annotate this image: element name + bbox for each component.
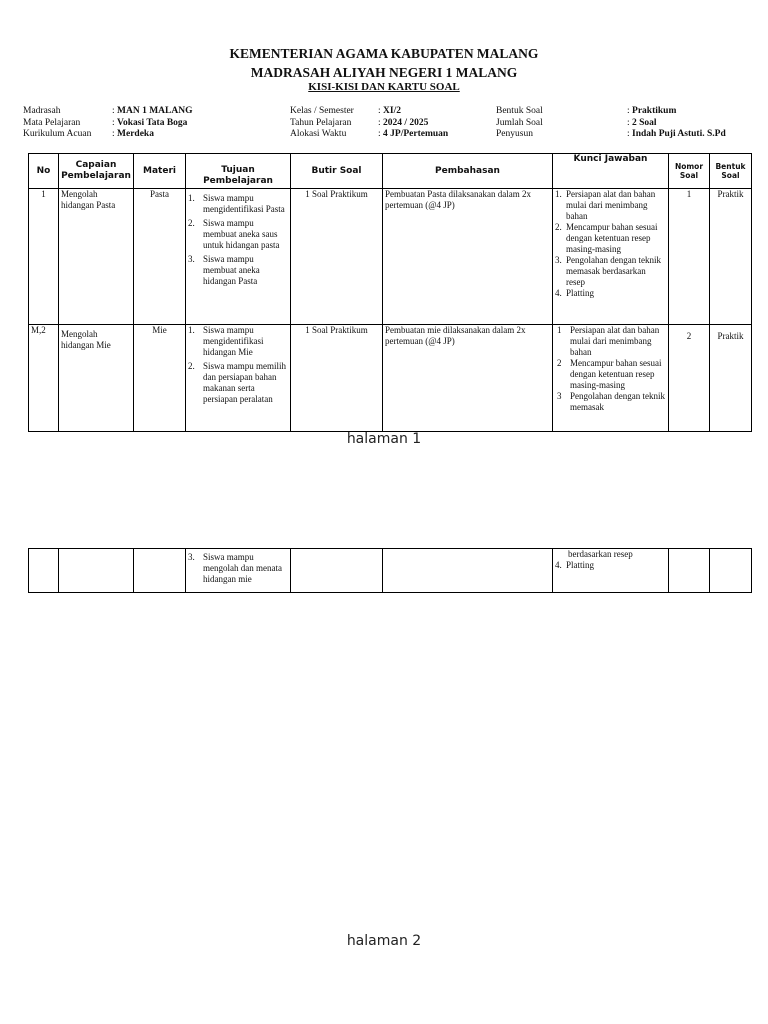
cell-pembahasan: Pembuatan Pasta dilaksanakan dalam 2x pertemuan (@4 JP) — [383, 189, 553, 325]
list-item — [188, 193, 288, 215]
meta-label: Bentuk Soal — [496, 106, 543, 116]
list-item — [188, 254, 288, 287]
item-text: Mencampur bahan sesuai dengan ketentuan resep masing-masing — [570, 358, 662, 390]
meta-col2-values — [378, 106, 448, 141]
header-capaian: Capaian Pembelajaran — [59, 154, 134, 189]
meta-separator: : — [112, 117, 115, 128]
cell-materi: Mie — [134, 325, 186, 432]
doc-title-kisi-kisi: KISI-KISI DAN KARTU SOAL — [308, 81, 460, 93]
cell-kunci — [553, 189, 669, 325]
table-row — [29, 189, 752, 325]
meta-value: Indah Puji Astuti. S.Pd — [632, 129, 726, 139]
item-number: 4. — [555, 288, 562, 298]
meta-separator: : — [378, 129, 381, 139]
meta-col2-labels — [290, 106, 354, 141]
item-text: Pengolahan dengan teknik memasak — [570, 391, 665, 412]
meta-label: Tahun Pelajaran — [290, 117, 352, 128]
header-butir: Butir Soal — [291, 154, 383, 189]
doc-title-ministry: KEMENTERIAN AGAMA KABUPATEN MALANG — [229, 46, 539, 61]
meta-label: Penyusun — [496, 129, 533, 139]
kisi-kisi-table — [28, 153, 752, 432]
list-item — [555, 222, 666, 255]
cell-no — [29, 549, 59, 593]
item-number: 1. — [188, 325, 195, 335]
meta-separator: : — [627, 117, 630, 128]
meta-label: Jumlah Soal — [496, 117, 543, 128]
meta-label: Kelas / Semester — [290, 106, 354, 116]
item-text: Siswa mampu membuat aneka hidangan Pasta — [203, 254, 260, 286]
item-text: Siswa mampu mengidentifikasi Pasta — [203, 193, 285, 214]
meta-value: 2 Soal — [632, 117, 657, 128]
meta-col1-values — [112, 106, 192, 141]
kunci-list — [555, 189, 666, 299]
item-number: 2. — [188, 361, 195, 371]
cell-no: 1 — [29, 189, 59, 325]
list-item — [188, 552, 288, 585]
cell-no: M,2 — [29, 325, 59, 432]
header-materi: Materi — [134, 154, 186, 189]
meta-separator: : — [627, 106, 630, 116]
cell-bentuk: Praktik — [710, 189, 752, 325]
item-number: 4. — [555, 560, 562, 570]
item-text: Persiapan alat dan bahan mulai dari menimbang bahan — [570, 325, 660, 357]
meta-label: Madrasah — [23, 106, 61, 116]
cell-capaian: Mengolah hidangan Mie — [59, 325, 134, 432]
meta-value: XI/2 — [383, 106, 401, 116]
list-item — [555, 288, 666, 299]
list-item — [557, 325, 666, 358]
meta-value: 4 JP/Pertemuan — [383, 129, 449, 139]
cell-butir: 1 Soal Praktikum — [291, 189, 383, 325]
cell-kunci — [553, 549, 669, 593]
cell-tujuan — [186, 325, 291, 432]
list-item — [557, 391, 666, 413]
item-number: 3. — [555, 255, 562, 265]
cell-tujuan — [186, 189, 291, 325]
table-row — [29, 549, 752, 593]
header-bentuk: Bentuk Soal — [710, 154, 752, 189]
cell-materi: Pasta — [134, 189, 186, 325]
item-text: berdasarkan resep — [568, 549, 633, 559]
meta-separator: : — [378, 117, 381, 128]
meta-label: Kurikulum Acuan — [23, 129, 92, 139]
list-item — [555, 189, 666, 222]
list-item — [555, 560, 666, 571]
header-no: No — [29, 154, 59, 189]
item-text: Siswa mampu memilih dan persiapan bahan makanan serta persiapan peralatan — [203, 361, 286, 404]
tujuan-list — [188, 552, 288, 585]
meta-label: Alokasi Waktu — [290, 129, 347, 139]
kunci-list — [555, 325, 666, 413]
tujuan-list — [188, 325, 288, 405]
meta-separator: : — [627, 129, 630, 139]
page-number-1: halaman 1 — [346, 431, 422, 447]
meta-separator: : — [378, 106, 381, 116]
cell-bentuk: Praktik — [710, 325, 752, 432]
item-number: 2. — [555, 222, 562, 232]
item-text: Persiapan alat dan bahan mulai dari menimbang bahan — [566, 189, 656, 221]
page-number-2: halaman 2 — [346, 933, 422, 949]
item-number: 2 — [557, 358, 562, 368]
meta-separator: : — [112, 129, 115, 139]
list-item — [188, 325, 288, 358]
cell-pembahasan: Pembuatan mie dilaksanakan dalam 2x pertemuan (@4 JP) — [383, 325, 553, 432]
item-text: Mencampur bahan sesuai dengan ketentuan resep masing-masing — [566, 222, 658, 254]
list-item — [188, 218, 288, 251]
cell-butir: 1 Soal Praktikum — [291, 325, 383, 432]
cell-bentuk — [710, 549, 752, 593]
list-item — [555, 549, 666, 560]
meta-separator: : — [112, 106, 115, 116]
doc-title-school: MADRASAH ALIYAH NEGERI 1 MALANG — [250, 65, 518, 80]
item-text: Platting — [566, 560, 595, 570]
item-number: 3. — [188, 254, 195, 264]
tujuan-list — [188, 193, 288, 287]
item-text: Platting — [566, 288, 595, 298]
kisi-kisi-table-continued — [28, 548, 752, 593]
table-header-row — [29, 154, 752, 189]
kunci-list — [555, 549, 666, 571]
header-pembahasan: Pembahasan — [383, 154, 553, 189]
list-item — [188, 361, 288, 405]
header-tujuan: Tujuan Pembelajaran — [186, 154, 291, 189]
meta-value: Merdeka — [117, 129, 154, 139]
item-number: 2. — [188, 218, 195, 228]
meta-value: MAN 1 MALANG — [117, 106, 193, 116]
meta-value: Praktikum — [632, 106, 677, 116]
cell-butir — [291, 549, 383, 593]
item-text: Siswa mampu mengolah dan menata hidangan mie — [203, 552, 282, 584]
header-kunci: Kunci Jawaban — [553, 154, 669, 189]
table-row — [29, 325, 752, 432]
item-number: 1. — [555, 189, 562, 199]
item-number: 3. — [188, 552, 195, 562]
item-number: 1 — [557, 325, 562, 335]
cell-capaian: Mengolah hidangan Pasta — [59, 189, 134, 325]
cell-pembahasan — [383, 549, 553, 593]
list-item — [557, 358, 666, 391]
meta-col3-labels — [496, 106, 543, 141]
meta-value: 2024 / 2025 — [383, 117, 429, 128]
item-text: Siswa mampu membuat aneka saus untuk hidangan pasta — [203, 218, 280, 250]
meta-label: Mata Pelajaran — [23, 117, 81, 128]
cell-kunci — [553, 325, 669, 432]
meta-col3-values — [627, 106, 726, 141]
item-text: Pengolahan dengan teknik memasak berdasarkan resep — [566, 255, 661, 287]
item-number: 1. — [188, 193, 195, 203]
cell-tujuan — [186, 549, 291, 593]
cell-nomor — [669, 549, 710, 593]
item-number: 3 — [557, 391, 562, 401]
cell-nomor: 1 — [669, 189, 710, 325]
cell-nomor: 2 — [669, 325, 710, 432]
meta-value: Vokasi Tata Boga — [117, 117, 188, 128]
list-item — [555, 255, 666, 288]
cell-capaian — [59, 549, 134, 593]
item-text: Siswa mampu mengidentifikasi hidangan Mie — [203, 325, 264, 357]
header-nomor: Nomor Soal — [669, 154, 710, 189]
meta-col1-labels — [23, 106, 91, 141]
cell-materi — [134, 549, 186, 593]
